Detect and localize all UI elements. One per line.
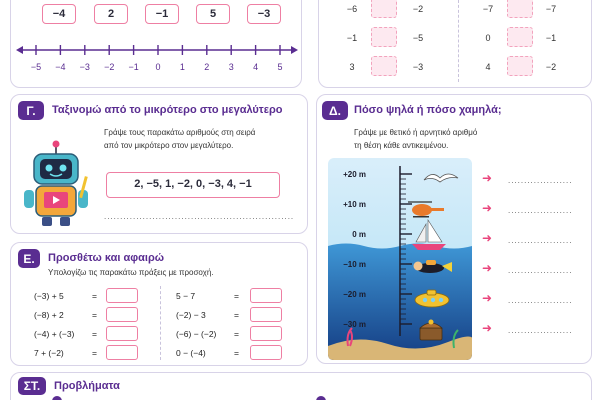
arrow-icon: ➜: [482, 201, 493, 215]
position-answer-line[interactable]: ....................: [508, 236, 573, 245]
number-card-2: 2: [94, 4, 128, 24]
position-answer-line[interactable]: ....................: [508, 296, 573, 305]
exercise-right-1: 5 − 7: [176, 291, 196, 301]
number-line-label: 5: [277, 62, 283, 72]
arrow-icon: ➜: [482, 231, 493, 245]
number-line-label: −2: [104, 62, 115, 72]
compare-left-a-2: −1: [346, 33, 358, 43]
number-card-1: −4: [42, 4, 76, 24]
section-g-instruction-2: από τον μικρότερο στον μεγαλύτερο.: [104, 141, 234, 150]
number-line-label: −5: [30, 62, 42, 72]
level-label-0: 0 m: [352, 230, 366, 239]
section-g-instruction-1: Γράψε τους παρακάτω αριθμούς στη σειρά: [104, 128, 256, 137]
answer-box[interactable]: [106, 307, 138, 322]
section-e-instruction: Υπολογίζω τις παρακάτω πράξεις με προσοχή.: [48, 268, 214, 277]
section-g-title: Ταξινομώ από το μικρότερο στο μεγαλύτερο: [52, 104, 283, 116]
section-d-title: Πόσο ψηλά ή πόσο χαμηλά;: [354, 104, 502, 116]
section-d-badge: Δ.: [322, 101, 348, 120]
number-line-label: −3: [79, 62, 90, 72]
compare-right-b-2: −1: [545, 33, 557, 43]
level-label-plus20: +20 m: [343, 170, 366, 179]
section-d-instruction-1: Γράψε με θετικό ή αρνητικό αριθμό: [354, 128, 478, 137]
exercise-left-2: (−8) + 2: [34, 310, 64, 320]
answer-box[interactable]: [250, 288, 282, 303]
compare-left-b-1: −2: [412, 4, 424, 14]
compare-right-a-3: 4: [485, 62, 491, 72]
level-label-minus20: −20 m: [343, 290, 366, 299]
number-card-4: 5: [196, 4, 230, 24]
problem-marker: [52, 396, 62, 400]
compare-divider: [458, 0, 459, 82]
exercise-left-4: 7 + (−2): [34, 348, 64, 358]
equals-sign: =: [234, 310, 239, 320]
exercise-left-1: (−3) + 5: [34, 291, 64, 301]
number-line-label: −1: [128, 62, 139, 72]
exercise-right-2: (−2) − 3: [176, 310, 206, 320]
section-e-badge: Ε.: [18, 249, 40, 268]
exercise-right-3: (−6) − (−2): [176, 329, 217, 339]
sequence-answer-line[interactable]: ...........................................................: [104, 212, 295, 221]
section-e-title: Προσθέτω και αφαιρώ: [48, 252, 165, 264]
equals-sign: =: [92, 329, 97, 339]
compare-slot-6[interactable]: [507, 56, 533, 76]
section-d-instruction-2: τη θέση κάθε αντικειμένου.: [354, 141, 449, 150]
answer-box[interactable]: [106, 326, 138, 341]
level-label-minus30: −30 m: [343, 320, 366, 329]
number-line: [16, 40, 298, 76]
number-line-label: 0: [155, 62, 161, 72]
answer-box[interactable]: [106, 345, 138, 360]
position-answer-line[interactable]: ....................: [508, 326, 573, 335]
compare-left-b-3: −3: [412, 62, 424, 72]
compare-left-a-1: −6: [346, 4, 358, 14]
number-line-label: 4: [253, 62, 259, 72]
equals-sign: =: [234, 329, 239, 339]
arrow-icon: ➜: [482, 291, 493, 305]
number-line-label: 2: [204, 62, 210, 72]
section-g-badge: Γ.: [18, 101, 44, 120]
equals-sign: =: [92, 310, 97, 320]
answer-box[interactable]: [250, 307, 282, 322]
compare-left-a-3: 3: [349, 62, 355, 72]
answer-box[interactable]: [106, 288, 138, 303]
level-label-minus10: −10 m: [343, 260, 366, 269]
compare-slot-1[interactable]: [371, 0, 397, 18]
number-line-label: 1: [179, 62, 185, 72]
position-answer-line[interactable]: ....................: [508, 206, 573, 215]
number-card-3: −1: [145, 4, 179, 24]
arrow-icon: ➜: [482, 171, 493, 185]
position-answer-line[interactable]: ....................: [508, 176, 573, 185]
number-line-label: 3: [228, 62, 234, 72]
section-st-title: Προβλήματα: [54, 380, 120, 392]
number-line-label: −4: [55, 62, 66, 72]
compare-right-b-3: −2: [545, 62, 557, 72]
section-st-badge: ΣΤ.: [18, 377, 46, 395]
problem-marker: [316, 396, 326, 400]
compare-slot-5[interactable]: [507, 27, 533, 47]
answer-box[interactable]: [250, 345, 282, 360]
arrow-icon: ➜: [482, 321, 493, 335]
compare-right-a-1: −7: [482, 4, 494, 14]
answer-box[interactable]: [250, 326, 282, 341]
compare-right-b-1: −7: [545, 4, 557, 14]
equals-sign: =: [234, 348, 239, 358]
compare-slot-4[interactable]: [507, 0, 533, 18]
compare-right-a-2: 0: [485, 33, 491, 43]
exercise-right-4: 0 − (−4): [176, 348, 206, 358]
equals-sign: =: [234, 291, 239, 301]
level-label-plus10: +10 m: [343, 200, 366, 209]
equals-sign: =: [92, 348, 97, 358]
sea-scene: [328, 158, 472, 360]
position-answer-line[interactable]: ....................: [508, 266, 573, 275]
arrow-icon: ➜: [482, 261, 493, 275]
equals-sign: =: [92, 291, 97, 301]
compare-left-b-2: −5: [412, 33, 424, 43]
compare-slot-2[interactable]: [371, 27, 397, 47]
robot-illustration: [16, 140, 98, 228]
exercise-left-3: (−4) + (−3): [34, 329, 75, 339]
sequence-numbers: 2, −5, 1, −2, 0, −3, 4, −1: [134, 178, 252, 190]
number-card-5: −3: [247, 4, 281, 24]
section-e-divider: [160, 286, 161, 360]
compare-slot-3[interactable]: [371, 56, 397, 76]
